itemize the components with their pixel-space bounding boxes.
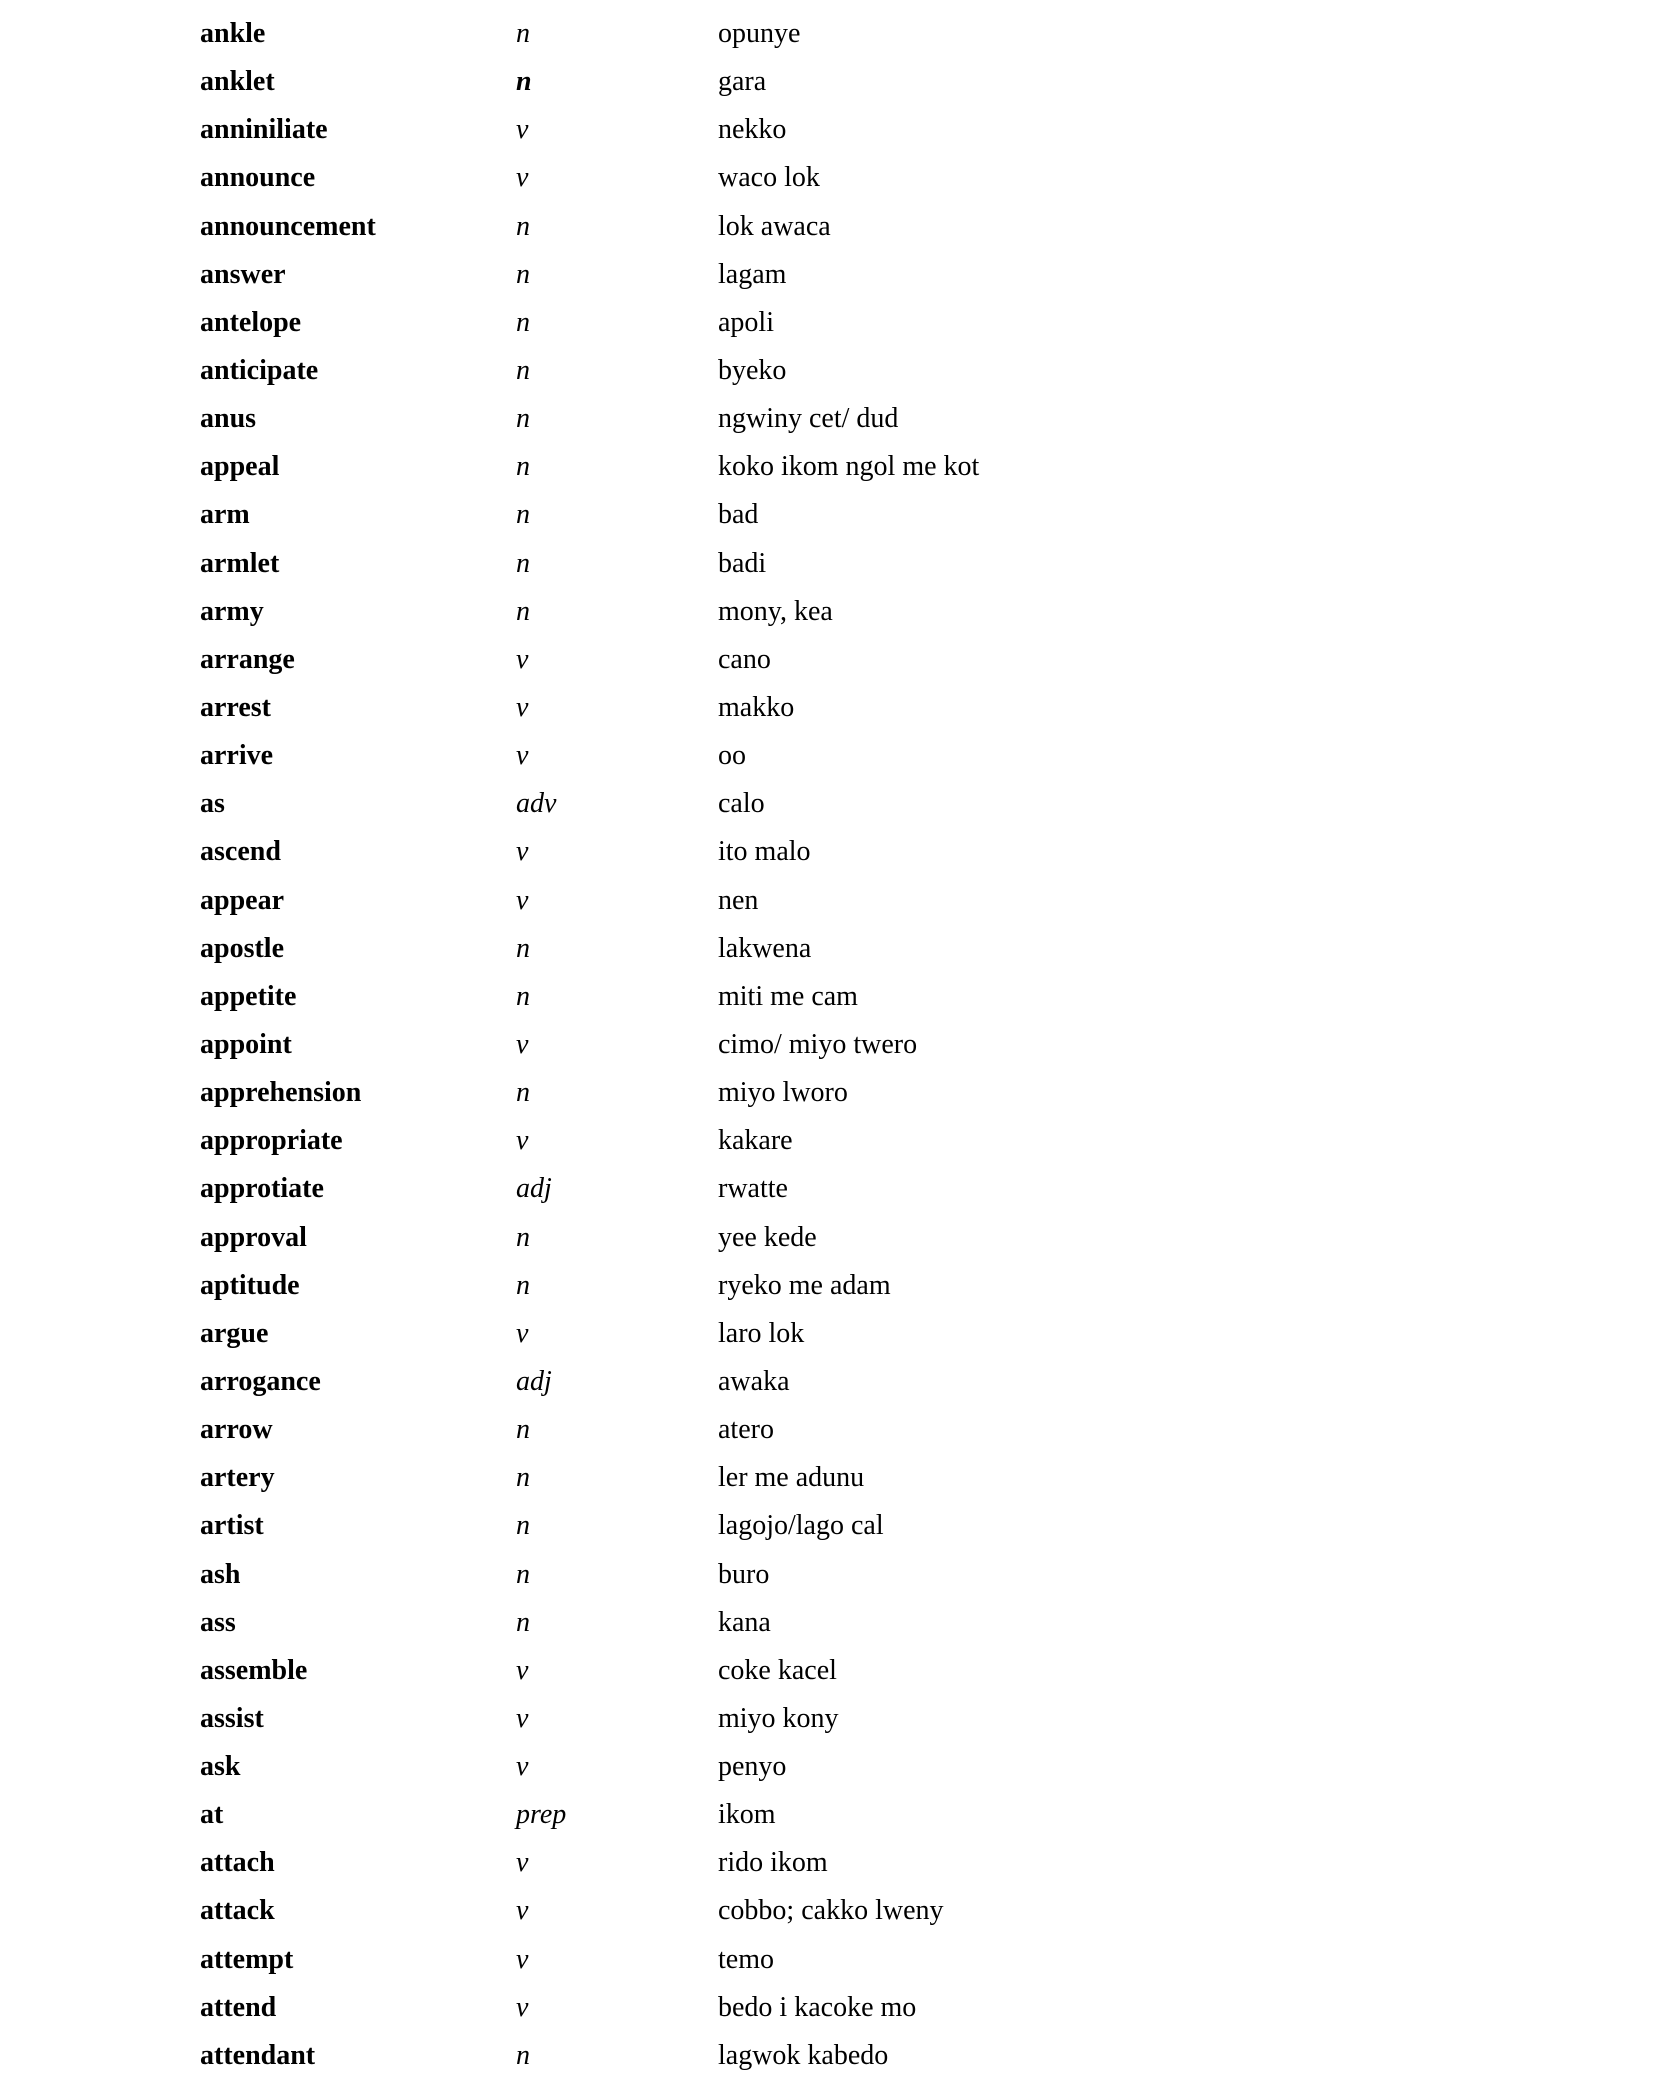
entry-translation: kana	[718, 1606, 771, 1638]
entry-part-of-speech: n	[516, 210, 530, 242]
entry-term: assist	[200, 1702, 264, 1734]
entry-term: approtiate	[200, 1173, 324, 1205]
entry-translation: opunye	[718, 18, 801, 49]
entry-part-of-speech: n	[516, 451, 530, 483]
dictionary-entry	[0, 974, 1654, 1022]
entry-part-of-speech: n	[516, 66, 532, 98]
dictionary-entry	[0, 300, 1654, 348]
entry-term: attach	[200, 1847, 275, 1879]
entry-term: answer	[200, 258, 286, 290]
entry-part-of-speech: v	[516, 1751, 529, 1783]
entry-part-of-speech: adj	[516, 1365, 552, 1397]
entry-part-of-speech: n	[516, 1414, 530, 1446]
dictionary-entry	[0, 1696, 1654, 1744]
dictionary-entry	[0, 204, 1654, 252]
entry-part-of-speech: v	[516, 740, 529, 772]
entry-translation: makko	[718, 691, 795, 723]
entry-term: attempt	[200, 1943, 294, 1975]
entry-translation: awaka	[718, 1365, 790, 1397]
entry-part-of-speech: n	[516, 547, 530, 579]
entry-term: at	[200, 1799, 224, 1831]
entry-term: antelope	[200, 306, 302, 338]
dictionary-entry	[0, 1600, 1654, 1648]
entry-term: aptitude	[200, 1269, 300, 1301]
entry-part-of-speech: v	[516, 1317, 529, 1349]
entry-term: argue	[200, 1317, 269, 1349]
entry-term: arrogance	[200, 1365, 321, 1397]
entry-term: arrange	[200, 643, 295, 675]
dictionary-entry	[0, 2033, 1654, 2081]
dictionary-entry	[0, 1166, 1654, 1214]
dictionary-entry	[0, 1407, 1654, 1455]
dictionary-entry	[0, 1503, 1654, 1551]
entry-part-of-speech: n	[516, 354, 530, 386]
dictionary-entry	[0, 107, 1654, 155]
entry-translation: rwatte	[718, 1173, 788, 1205]
dictionary-entry	[0, 396, 1654, 444]
entry-translation: lagojo/lago cal	[718, 1510, 884, 1542]
entry-translation: apoli	[718, 306, 774, 338]
entry-term: anus	[200, 403, 257, 435]
entry-translation: cobbo; cakko lweny	[718, 1895, 944, 1927]
entry-term: artery	[200, 1462, 275, 1494]
entry-part-of-speech: v	[516, 1895, 529, 1927]
dictionary-entry	[0, 1455, 1654, 1503]
entry-part-of-speech: v	[516, 1847, 529, 1879]
entry-term: attend	[200, 1991, 277, 2023]
entry-translation: nekko	[718, 114, 787, 146]
dictionary-entry	[0, 541, 1654, 589]
dictionary-entry	[0, 878, 1654, 926]
entry-part-of-speech: v	[516, 1125, 529, 1157]
entry-part-of-speech: n	[516, 1558, 530, 1590]
entry-term: appear	[200, 884, 284, 916]
dictionary-entry	[0, 1937, 1654, 1985]
entry-translation: penyo	[718, 1751, 787, 1783]
entry-term: army	[200, 595, 264, 627]
entry-part-of-speech: v	[516, 884, 529, 916]
entry-part-of-speech: n	[516, 1510, 530, 1542]
entry-term: anklet	[200, 66, 275, 98]
entry-part-of-speech: n	[516, 2039, 530, 2071]
entry-part-of-speech: v	[516, 1028, 529, 1060]
entry-part-of-speech: v	[516, 1654, 529, 1686]
entry-part-of-speech: n	[516, 403, 530, 435]
entry-part-of-speech: v	[516, 1702, 529, 1734]
entry-translation: lagwok kabedo	[718, 2039, 889, 2071]
entry-part-of-speech: adj	[516, 1173, 552, 1205]
dictionary-entry	[0, 492, 1654, 540]
entry-part-of-speech: n	[516, 932, 530, 964]
entry-translation: miti me cam	[718, 980, 858, 1012]
entry-translation: ler me adunu	[718, 1462, 865, 1494]
entry-term: attack	[200, 1895, 275, 1927]
entry-term: anniniliate	[200, 114, 328, 146]
dictionary-entry	[0, 444, 1654, 492]
entry-translation: miyo lworo	[718, 1077, 848, 1109]
entry-term: as	[200, 788, 225, 820]
entry-translation: kakare	[718, 1125, 793, 1157]
entry-translation: temo	[718, 1943, 774, 1975]
entry-term: appropriate	[200, 1125, 343, 1157]
dictionary-entry	[0, 685, 1654, 733]
entry-translation: yee kede	[718, 1221, 817, 1253]
entry-translation: atero	[718, 1414, 774, 1446]
entry-translation: ikom	[718, 1799, 776, 1831]
dictionary-entry	[0, 637, 1654, 685]
entry-part-of-speech: v	[516, 836, 529, 868]
dictionary-entry	[0, 829, 1654, 877]
entry-part-of-speech: n	[516, 1462, 530, 1494]
entry-translation: waco lok	[718, 162, 820, 194]
dictionary-entry	[0, 1359, 1654, 1407]
entry-translation: bedo i kacoke mo	[718, 1991, 917, 2023]
entry-translation: bad	[718, 499, 759, 531]
entry-term: apprehension	[200, 1077, 362, 1109]
entry-part-of-speech: v	[516, 691, 529, 723]
entry-term: announcement	[200, 210, 376, 242]
entry-translation: koko ikom ngol me kot	[718, 451, 980, 483]
entry-term: approval	[200, 1221, 307, 1253]
entry-part-of-speech: n	[516, 1221, 530, 1253]
entry-part-of-speech: v	[516, 162, 529, 194]
entry-term: apostle	[200, 932, 284, 964]
dictionary-entry	[0, 1792, 1654, 1840]
entry-part-of-speech: v	[516, 643, 529, 675]
entry-translation: cimo/ miyo twero	[718, 1028, 918, 1060]
entry-translation: lok awaca	[718, 210, 831, 242]
entry-part-of-speech: v	[516, 1991, 529, 2023]
entry-translation: mony, kea	[718, 595, 833, 627]
entry-term: ankle	[200, 18, 266, 49]
entry-part-of-speech: prep	[516, 1799, 567, 1831]
dictionary-entry	[0, 11, 1654, 59]
entry-translation: ito malo	[718, 836, 811, 868]
entry-part-of-speech: n	[516, 595, 530, 627]
dictionary-entry	[0, 781, 1654, 829]
dictionary-entry	[0, 1840, 1654, 1888]
dictionary-entry	[0, 1744, 1654, 1792]
dictionary-entry	[0, 1311, 1654, 1359]
entry-term: ask	[200, 1751, 241, 1783]
entry-part-of-speech: n	[516, 306, 530, 338]
entry-translation: oo	[718, 740, 746, 772]
entry-term: ascend	[200, 836, 281, 868]
entry-translation: byeko	[718, 354, 787, 386]
dictionary-entry	[0, 1263, 1654, 1311]
dictionary-entry	[0, 1648, 1654, 1696]
entry-term: arrow	[200, 1414, 273, 1446]
entry-term: announce	[200, 162, 316, 194]
dictionary-entry	[0, 733, 1654, 781]
entry-term: arrive	[200, 740, 274, 772]
entry-translation: buro	[718, 1558, 770, 1590]
entry-translation: cano	[718, 643, 771, 675]
dictionary-entry	[0, 155, 1654, 203]
entry-part-of-speech: n	[516, 1606, 530, 1638]
entry-translation: lagam	[718, 258, 787, 290]
dictionary-entry	[0, 1215, 1654, 1263]
entry-translation: calo	[718, 788, 765, 820]
entry-part-of-speech: adv	[516, 788, 557, 820]
entry-term: ash	[200, 1558, 241, 1590]
dictionary-entry	[0, 1888, 1654, 1936]
dictionary-entry	[0, 1070, 1654, 1118]
entry-translation: ryeko me adam	[718, 1269, 891, 1301]
dictionary-entry	[0, 1118, 1654, 1166]
entry-term: arm	[200, 499, 250, 531]
entry-term: appoint	[200, 1028, 292, 1060]
entry-translation: lakwena	[718, 932, 812, 964]
entry-translation: laro lok	[718, 1317, 805, 1349]
entry-part-of-speech: v	[516, 1943, 529, 1975]
entry-translation: miyo kony	[718, 1702, 839, 1734]
entry-term: arrest	[200, 691, 271, 723]
dictionary-entry	[0, 59, 1654, 107]
entry-term: anticipate	[200, 354, 319, 386]
entry-part-of-speech: n	[516, 980, 530, 1012]
entry-list	[0, 11, 1654, 2081]
dictionary-entry	[0, 1985, 1654, 2033]
dictionary-entry	[0, 926, 1654, 974]
entry-part-of-speech: v	[516, 114, 529, 146]
entry-part-of-speech: n	[516, 499, 530, 531]
entry-part-of-speech: n	[516, 18, 530, 49]
entry-part-of-speech: n	[516, 258, 530, 290]
entry-term: assemble	[200, 1654, 308, 1686]
dictionary-entry	[0, 1552, 1654, 1600]
entry-translation: nen	[718, 884, 759, 916]
entry-term: attendant	[200, 2039, 316, 2071]
dictionary-entry	[0, 348, 1654, 396]
entry-term: armlet	[200, 547, 280, 579]
entry-term: ass	[200, 1606, 236, 1638]
entry-translation: rido ikom	[718, 1847, 828, 1879]
entry-translation: gara	[718, 66, 767, 98]
entry-term: appetite	[200, 980, 297, 1012]
entry-part-of-speech: n	[516, 1077, 530, 1109]
dictionary-entry	[0, 589, 1654, 637]
entry-term: appeal	[200, 451, 280, 483]
entry-translation: badi	[718, 547, 767, 579]
entry-part-of-speech: n	[516, 1269, 530, 1301]
entry-translation: ngwiny cet/ dud	[718, 403, 899, 435]
entry-translation: coke kacel	[718, 1654, 837, 1686]
entry-term: artist	[200, 1510, 264, 1542]
dictionary-entry	[0, 252, 1654, 300]
dictionary-entry	[0, 1022, 1654, 1070]
